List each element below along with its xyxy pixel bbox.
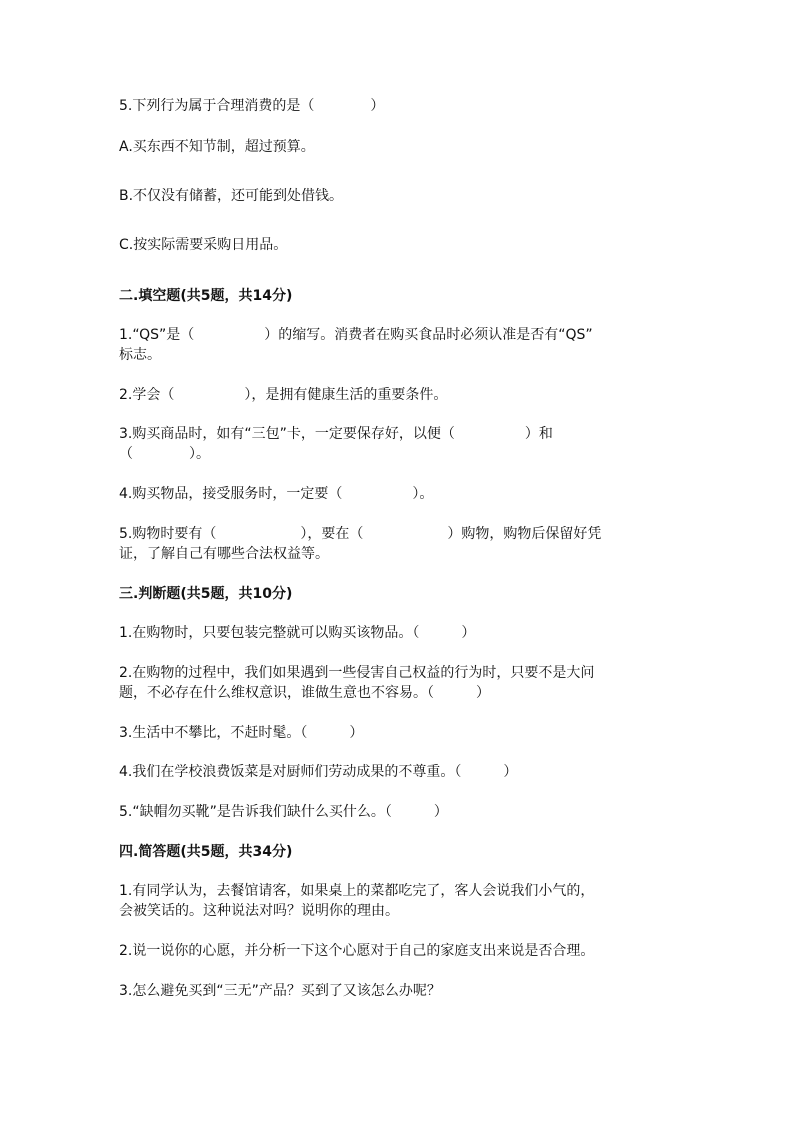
answer-question-1-line-1: 1.有同学认为，去餐馆请客，如果桌上的菜都吃完了，客人会说我们小气的， [119, 883, 595, 899]
answer-question-2: 2.说一说你的心愿，并分析一下这个心愿对于自己的家庭支出来说是否合理。 [119, 943, 595, 959]
fill-question-1-line-2: 标志。 [119, 347, 161, 363]
answer-question-1-line-2: 会被笑话的。这种说法对吗？说明你的理由。 [119, 903, 399, 919]
option-a: A.买东西不知节制，超过预算。 [119, 139, 315, 155]
judge-question-2-line-2: 题，不必存在什么维权意识，谁做生意也不容易。（ ） [119, 685, 490, 701]
question-5-stem: 5.下列行为属于合理消费的是（ ） [119, 98, 385, 114]
judge-question-2-line-1: 2.在购物的过程中，我们如果遇到一些侵害自己权益的行为时，只要不是大问 [119, 665, 595, 681]
option-b: B.不仅没有储蓄，还可能到处借钱。 [119, 188, 344, 204]
fill-question-4: 4.购买物品，接受服务时，一定要（ ）。 [119, 486, 434, 502]
option-c: C.按实际需要采购日用品。 [119, 237, 288, 253]
fill-question-1-line-1: 1.“QS”是（ ）的缩写。消费者在购买食品时必须认准是否有“QS” [119, 327, 593, 343]
fill-question-5-line-2: 证，了解自己有哪些合法权益等。 [119, 546, 329, 562]
fill-question-2: 2.学会（ ），是拥有健康生活的重要条件。 [119, 387, 448, 403]
judge-question-3: 3.生活中不攀比，不赶时髦。（ ） [119, 725, 364, 741]
fill-question-3-line-2: （ ）。 [119, 446, 210, 462]
judge-question-5: 5.“缺帽勿买靴”是告诉我们缺什么买什么。（ ） [119, 804, 448, 820]
section-heading-short-answer: 四.简答题(共5题，共34分) [119, 844, 293, 860]
section-heading-judgement: 三.判断题(共5题，共10分) [119, 586, 293, 602]
judge-question-4: 4.我们在学校浪费饭菜是对厨师们劳动成果的不尊重。（ ） [119, 764, 518, 780]
fill-question-3-line-1: 3.购买商品时，如有“三包”卡，一定要保存好，以便（ ）和 [119, 426, 553, 442]
section-heading-fill-blank: 二.填空题(共5题，共14分) [119, 288, 293, 304]
judge-question-1: 1.在购物时，只要包装完整就可以购买该物品。（ ） [119, 625, 476, 641]
fill-question-5-line-1: 5.购物时要有（ ），要在（ ）购物，购物后保留好凭 [119, 526, 602, 542]
answer-question-3: 3.怎么避免买到“三无”产品？买到了又该怎么办呢？ [119, 983, 441, 999]
